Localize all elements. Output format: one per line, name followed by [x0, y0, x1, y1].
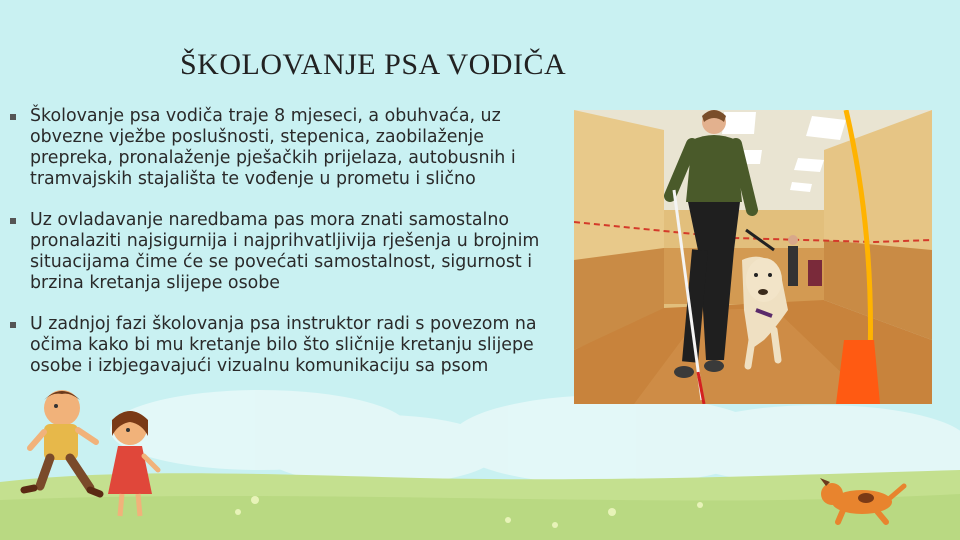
bullet-item [10, 314, 572, 377]
bullet-text: Školovanje psa vodiča traje 8 mjeseci, a obuhvaća, uz obvezne vježbe poslušnosti, stepenica, zaobilaženje prepreka, pronalaženje pješačkih prijelaza, autobusnih i tramvajskih stajališta te vođenje u prometu i slično [30, 106, 516, 189]
slide-title: ŠKOLOVANJE PSA VODIČA [180, 48, 567, 81]
bullet-text: Uz ovladavanje naredbama pas mora znati samostalno pronalaziti najsigurnija i najprihvatljivija rješenja u brojnim situacijama čime će se povećati samostalnost, sigurnost i brzina kretanja slijepe osobe [30, 210, 540, 293]
guide-dog-photo [574, 110, 932, 404]
bullet-item [10, 210, 572, 294]
bullet-marker [10, 114, 16, 120]
bullet-marker [10, 218, 16, 224]
bullet-item [10, 106, 572, 190]
bullet-list [10, 106, 572, 397]
bullet-text: U zadnjoj fazi školovanja psa instruktor radi s povezom na očima kako bi mu kretanje bilo što sličnije kretanju slijepe osobe i izbjegavajući vizualnu komunikaciju sa psom [30, 314, 537, 376]
bullet-marker [10, 322, 16, 328]
